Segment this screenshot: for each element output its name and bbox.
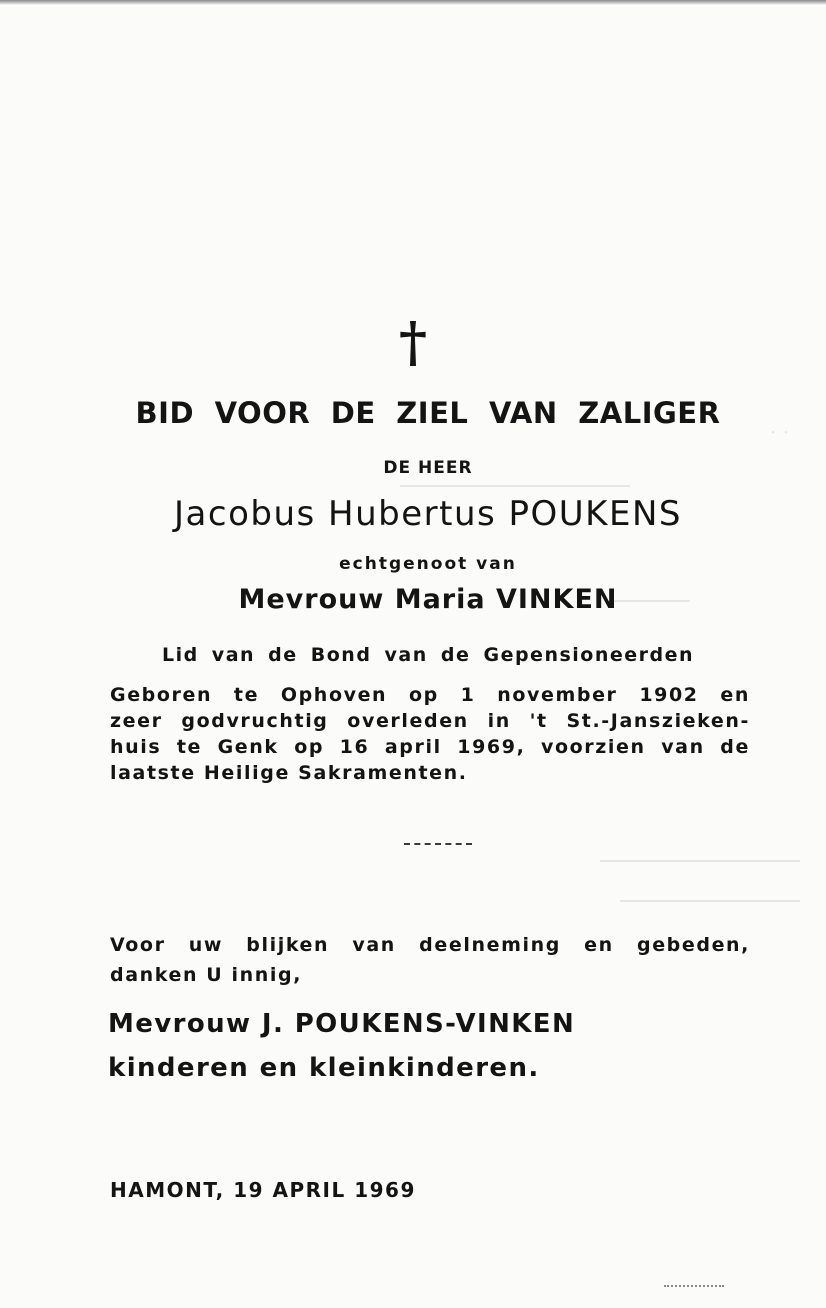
cross-symbol: † bbox=[398, 310, 428, 374]
deceased-name: Jacobus Hubertus POUKENS bbox=[174, 494, 682, 534]
biography-line: zeer godvruchtig overleden in 't St.-Janszieken- bbox=[110, 710, 750, 732]
family-line: kinderen en kleinkinderen. bbox=[108, 1053, 540, 1083]
membership-line: Lid van de Bond van de Gepensioneerden bbox=[161, 644, 695, 666]
prayer-header: BID VOOR DE ZIEL VAN ZALIGER bbox=[135, 396, 721, 430]
honorific-title: DE HEER bbox=[383, 458, 473, 478]
biography-line: laatste Heilige Sakramenten. bbox=[110, 762, 468, 784]
spouse-name: Mevrouw Maria VINKEN bbox=[238, 584, 618, 615]
biography-line: Geboren te Ophoven op 1 november 1902 en bbox=[110, 684, 750, 706]
family-line: Mevrouw J. POUKENS-VINKEN bbox=[108, 1009, 576, 1039]
thanks-line: danken U innig, bbox=[110, 964, 303, 986]
biography-paragraph bbox=[110, 682, 750, 786]
place-and-date: HAMONT, 19 APRIL 1969 bbox=[110, 1178, 416, 1202]
thanks-paragraph bbox=[110, 930, 750, 990]
family-signature bbox=[108, 1002, 748, 1090]
scan-speck bbox=[664, 1285, 724, 1289]
section-divider bbox=[404, 843, 472, 848]
bleed-through-texture: · · bbox=[0, 0, 826, 1308]
thanks-line: Voor uw blijken van deelneming en gebeden, bbox=[110, 934, 750, 956]
biography-line: huis te Genk op 16 april 1969, voorzien van de bbox=[110, 736, 750, 758]
spouse-label: echtgenoot van bbox=[339, 554, 517, 574]
